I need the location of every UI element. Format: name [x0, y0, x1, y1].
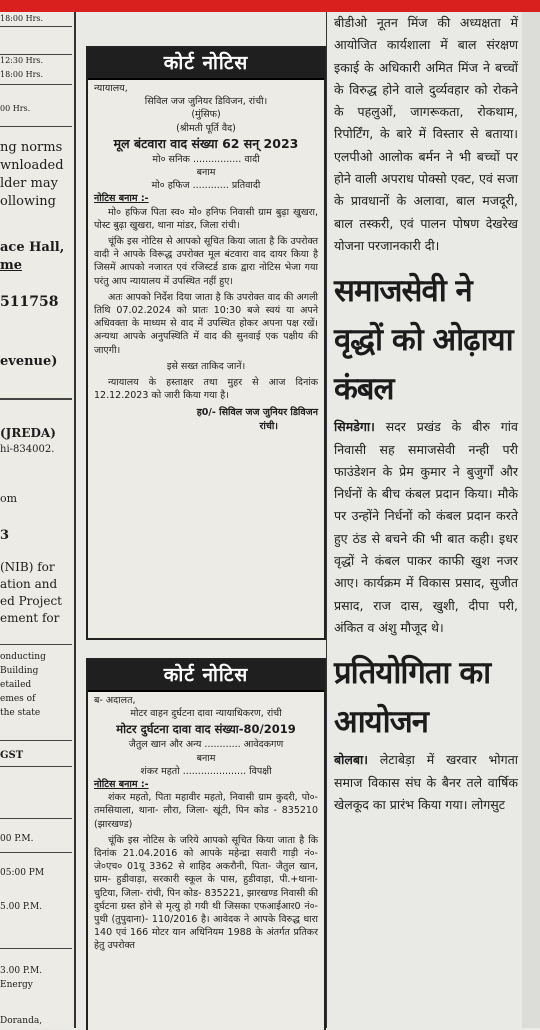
- right-news-column: [334, 12, 518, 816]
- court-notice-2: [86, 658, 326, 1030]
- text-line: ng norms: [0, 140, 63, 155]
- notice-paragraph: चूंकि इस नोटिस के जरिये आपको सूचित किया जाता है कि दिनांक 21.04.2016 को आपके महेन्द्रा सवारी गाड़ी नं०- जे०एच० 01यू 3362 से शाहिद अकरौनी, पिता- जैतुल खान, ग्राम- हुडीवाड़ा, सरकारी स्कूल के पास, हुडीवाड़ा, पी.+थाना- चुटिया, जिला- रांची, पिन कोड- 835221, झारखण्ड निवासी की दुर्घटना ग्रस्त होने से मृत्यु हो गयी थी जिसका एफआईआर0 नं०- पुथी (तुपुदाना)- 110/2016 है। आवेदक ने आपके विरुद्ध धारा 140 एवं 166 मोटर यान अधिनियम 1988 के अंतर्गत प्रतिकर हेतु उपरोक्त: [94, 834, 318, 952]
- text-line: ace Hall,: [0, 240, 65, 255]
- notice-heading: कोर्ट नोटिस: [88, 660, 324, 692]
- notice-paragraph: न्यायालय के हस्ताक्षर तथा मुहर से आज दिनांक 12.12.2023 को जारी किया गया है।: [94, 377, 318, 402]
- opposite-party-address: शंकर महतो, पिता महावीर महतो, निवासी ग्राम कुदरी, पो०- तमसियाला, थाना- लौरा, जिला- खूंटी, पिन कोड - 835210 (झारखण्ड): [94, 792, 318, 830]
- divider: [0, 644, 72, 645]
- article-paragraph: [334, 416, 518, 639]
- court-notice-1: [86, 46, 326, 640]
- text-line: ollowing: [0, 194, 56, 209]
- text-line: etailed: [0, 680, 32, 690]
- notice-heading: कोर्ट नोटिस: [88, 48, 324, 80]
- text-line: ement for: [0, 611, 60, 625]
- signature-place: रांची।: [259, 420, 278, 432]
- text-line: ation and: [0, 577, 58, 591]
- column-rule: [326, 12, 327, 1028]
- divider: [0, 126, 72, 127]
- text-line: 3: [0, 528, 10, 543]
- notice-body: [88, 692, 324, 955]
- tribunal-line: मोटर वाहन दुर्घटना दावा न्यायाधिकरण, रांची: [130, 708, 282, 720]
- signature-line: ह0/- सिविल जज जुनियर डिविजन: [196, 407, 318, 419]
- applicant-line: जैतुल खान और अन्य ............ आवेदकगण: [128, 739, 284, 751]
- text-line: the state: [0, 708, 41, 718]
- article-headline: प्रतियोगिता का आयोजन: [334, 655, 491, 741]
- divider: [0, 818, 72, 819]
- defendant-address: मो० हफिज पिता स्व० मो० हनिफ निवासी ग्राम बुढ़ा खुखरा, पोस्ट बुढ़ा खुखरा, थाना मांडर, जिला रांची।: [94, 206, 318, 231]
- time-row: 00 Hrs.: [0, 104, 31, 113]
- time-row: 05:00 PM: [0, 868, 45, 878]
- divider: [0, 740, 72, 741]
- judge-line: सिविल जज जुनियर डिविजन, रांची।: [144, 96, 268, 108]
- notice-paragraph: चूंकि इस नोटिस से आपको सूचित किया जाता है कि उपरोक्त वादी ने आपके विरूद्ध उपरोक्त मूल बंटवारा वाद दायर किया है जिसमें आपको नजारत एवं रजिस्टर्ड डाक द्वारा नोटिस भेजा गया परंतु आप न्यायालय में उपस्थित नहीं हुए।: [94, 236, 318, 287]
- article-text: लेटाबेड़ा में खरवार भोगता समाज विकास संघ के बैनर तले वार्षिक खेलकूद का प्रारंभ किया गया। लोगसुट: [334, 752, 518, 812]
- presiding-officer: (श्रीमती पूर्ति वैद): [176, 122, 236, 134]
- notice-to-label: नोटिस बनाम :-: [94, 779, 149, 791]
- case-number: मूल बंटवारा वाद संख्या 62 सन् 2023: [113, 135, 299, 151]
- text-line: evenue): [0, 354, 58, 369]
- time-row: 00 P.M.: [0, 834, 34, 844]
- time-row: 18:00 Hrs.: [0, 70, 44, 79]
- divider: [0, 26, 72, 27]
- text-line: ed Project: [0, 594, 62, 608]
- case-number: मोटर दुर्घटना दावा वाद संख्या-80/2019: [116, 722, 296, 737]
- court-line: न्यायालय,: [94, 83, 128, 94]
- text-line: hi-834002.: [0, 444, 55, 455]
- divider: [0, 948, 72, 949]
- opposite-party-line: शंकर महतो ..................... विपक्षी: [140, 765, 272, 777]
- phone-number: 511758: [0, 294, 59, 310]
- text-line: Doranda,: [0, 1016, 43, 1026]
- article-text: सदर प्रखंड के बीरु गांव निवासी सह समाजसेवी नन्ही परी फाउंडेशन के प्रेम कुमार ने बुजुर्गों और निर्धनों के बीच कंबल प्रदान किया। मौके पर उन्होंने निर्धनों को कंबल प्रदान करते हुए ठंड से बचने की भी बात कही। इधर वृद्धों ने कंबल पाकर काफी खुश नजर आए। कार्यक्रम में विकास प्रसाद, सुजीत प्रसाद, राज दास, खुशी, दीपा परी, अंकित व अंशु मौजूद थे।: [334, 419, 518, 635]
- dateline: बोलबा।: [334, 752, 368, 768]
- court-line: ब- अदालत,: [94, 695, 136, 706]
- column-rule: [74, 12, 76, 1028]
- time-row: 12:30 Hrs.: [0, 56, 44, 65]
- time-row: 18:00 Hrs.: [0, 14, 44, 23]
- text-line: (JREDA): [0, 426, 56, 440]
- divider: [0, 54, 72, 55]
- text-line: lder may: [0, 176, 58, 191]
- notice-body: [88, 80, 324, 435]
- page-edge: [522, 12, 540, 1028]
- munsif-line: (मुंसिफ): [191, 109, 221, 121]
- article-headline: समाजसेवी ने वृद्धों को ओढ़ाया कंबल: [334, 273, 513, 408]
- plaintiff-line: मो० सनिक ................ वादी: [152, 153, 260, 165]
- text-line: Energy: [0, 980, 33, 990]
- text-line: emes of: [0, 694, 36, 704]
- versus-line: बनाम: [196, 167, 216, 179]
- left-clipped-column: [0, 12, 72, 1028]
- notice-to-label: नोटिस बनाम :-: [94, 193, 149, 205]
- article-paragraph: बीडीओ नूतन मिंज की अध्यक्षता में आयोजित कार्यशाला में बाल संरक्षण इकाई के अधिकारी अमित मिंज ने बच्चों के विरुद्ध होने वाले दुर्व्यवहार को रोकने के पहलुओं, जागरूकता, रोकथाम, रिपोर्टिंग, के बारे में विस्तार से बताया। एलपीओ आलोक बर्मन ने भी बच्चों पर होने वाली अपराध पोक्सो एक्ट, एवं सजा के प्रावधानों के अलावा, बाल मजदूरी, बाल तस्करी, एवं पालन पोषण देखरेख योजना परजानकारी दी।: [334, 15, 518, 253]
- text-line: onducting: [0, 652, 46, 662]
- article-paragraph: [334, 749, 518, 816]
- text-line: Building: [0, 666, 39, 676]
- top-red-bar: [0, 0, 540, 12]
- notice-paragraph: अतः आपको निर्देश दिया जाता है कि उपरोक्त वाद की अगली तिथि 07.02.2024 को प्रातः 10:30 बजे स्वयं या अपने अधिवक्ता के माध्यम से वाद में उपस्थित होकर अपना पक्ष रखें। अन्यथा आपके अनुपस्थिति में वाद की सुनवाई एक पक्षीय की जाएगी।: [94, 291, 318, 356]
- divider: [0, 852, 72, 853]
- versus-line: बनाम: [196, 752, 216, 764]
- divider: [0, 766, 72, 767]
- defendant-line: मो० हफिज ............ प्रतिवादी: [151, 180, 261, 192]
- time-row: 3.00 P.M.: [0, 966, 43, 976]
- text-line: wnloaded: [0, 158, 64, 173]
- divider: [0, 398, 72, 400]
- notice-paragraph: इसे सख्त ताकिद जानें।: [166, 360, 246, 372]
- divider: [0, 84, 72, 85]
- time-row: 5.00 P.M.: [0, 902, 43, 912]
- text-line: om: [0, 492, 18, 505]
- text-line: (NIB) for: [0, 560, 55, 574]
- text-line: me: [0, 258, 23, 273]
- text-line: GST: [0, 750, 24, 761]
- dateline: सिमडेगा।: [334, 419, 375, 435]
